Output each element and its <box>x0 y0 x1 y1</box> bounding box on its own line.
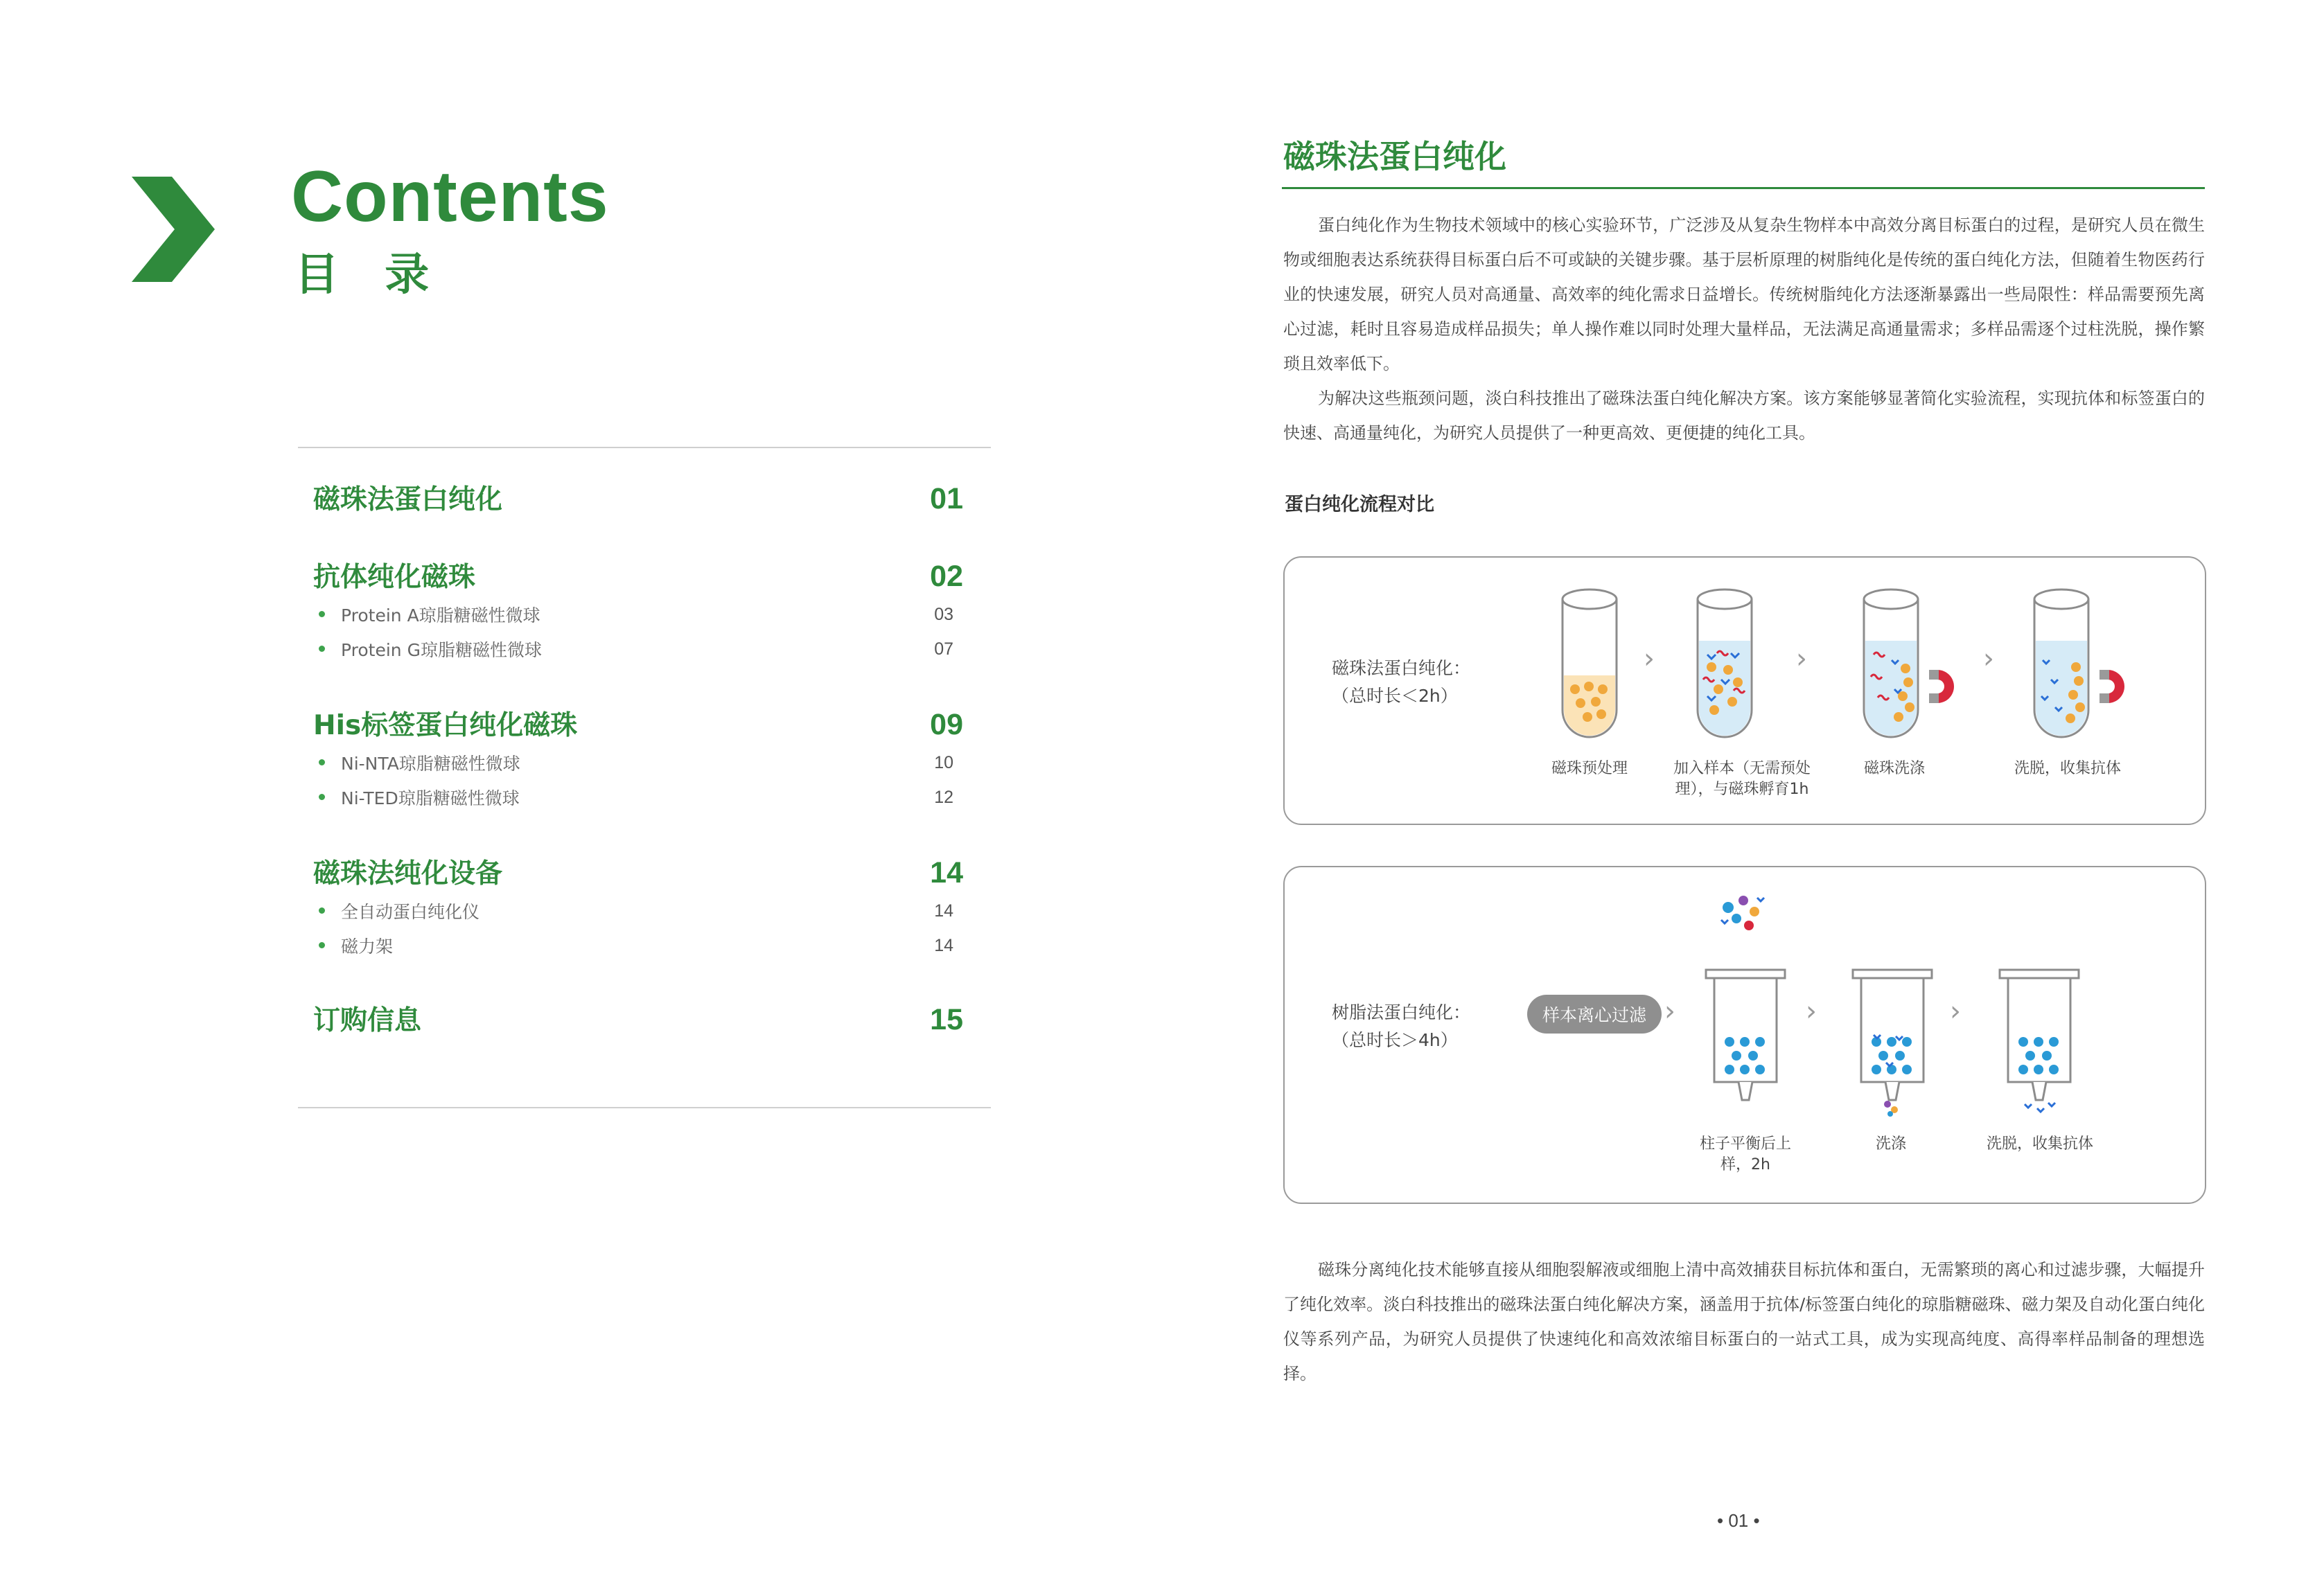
toc-item-page: 14 <box>934 935 953 955</box>
step-caption: 洗涤 <box>1875 1135 1906 1153</box>
diagram-heading: 蛋白纯化流程对比 <box>1285 494 1434 515</box>
arrow-right-icon: › <box>1796 643 1807 675</box>
toc-section[interactable] <box>313 704 963 852</box>
toc-item[interactable] <box>313 748 963 777</box>
conclusion-text <box>1283 1252 2205 1391</box>
toc-item[interactable] <box>313 896 963 925</box>
test-tube-icon <box>1693 585 1756 741</box>
toc-section[interactable] <box>313 999 963 1054</box>
step-caption: 磁珠洗涤 <box>1863 760 1925 777</box>
contents-title: Contents <box>291 157 609 237</box>
toc-bottom-rule <box>298 1107 991 1108</box>
step-caption: 洗脱，收集抗体 <box>2014 760 2121 777</box>
toc-item-page: 10 <box>934 752 953 772</box>
resin-workflow-box <box>1283 866 2206 1204</box>
toc-section[interactable] <box>313 852 963 999</box>
arrow-right-icon: › <box>1664 995 1675 1027</box>
toc-section[interactable] <box>313 478 963 556</box>
step-caption: 加入样本（无需预处理），与磁珠孵育1h <box>1673 760 1811 798</box>
contents-subtitle: 目 录 <box>294 249 445 301</box>
column-icon <box>1700 888 1790 1103</box>
table-of-contents <box>313 478 963 1054</box>
chevron-icon <box>132 177 215 282</box>
conclusion-paragraph: 磁珠分离纯化技术能够直接从细胞裂解液或细胞上清中高效捕获目标抗体和蛋白，无需繁琐的离心和过滤步骤，大幅提升了纯化效率。淡白科技推出的磁珠法蛋白纯化解决方案，涵盖用于抗体/标签蛋白纯化的琼脂糖磁珠、磁力架及自动化蛋白纯化仪等系列产品，为研究人员提供了快速纯化和高效浓缩目标蛋白的一站式工具，成为实现高纯度、高得率样品制备的理想选择。 <box>1283 1260 2205 1383</box>
intro-text <box>1283 208 2205 450</box>
step-caption: 洗脱，收集抗体 <box>1986 1135 2093 1153</box>
intro-paragraph: 为解决这些瓶颈问题，淡白科技推出了磁珠法蛋白纯化解决方案。该方案能够显著简化实验流程，实现抗体和标签蛋白的快速、高通量纯化，为研究人员提供了一种更高效、更便捷的纯化工具。 <box>1283 389 2205 443</box>
section-title: 磁珠法蛋白纯化 <box>1283 138 1506 175</box>
toc-section-page: 14 <box>930 856 963 889</box>
toc-section-page: 02 <box>930 560 963 593</box>
column-icon <box>1847 888 1937 1117</box>
toc-section-title: 订购信息 <box>313 1005 422 1036</box>
sample-filtration-pill: 样本离心过滤 <box>1527 995 1662 1034</box>
toc-item-label: Protein A琼脂糖磁性微球 <box>313 602 540 627</box>
test-tube-icon <box>1558 585 1621 741</box>
magnetic-workflow-box <box>1283 556 2206 825</box>
toc-section-page: 15 <box>930 1003 963 1036</box>
toc-item-page: 14 <box>934 901 953 921</box>
toc-section-title: 磁珠法蛋白纯化 <box>313 484 503 515</box>
toc-item-label: Protein G琼脂糖磁性微球 <box>313 637 542 662</box>
step-caption: 磁珠预处理 <box>1551 760 1628 777</box>
step-caption: 柱子平衡后上样，2h <box>1699 1135 1791 1173</box>
toc-item-page: 12 <box>934 787 953 807</box>
toc-section[interactable] <box>313 556 963 704</box>
toc-item[interactable] <box>313 783 963 812</box>
arrow-right-icon: › <box>1950 995 1961 1027</box>
toc-item[interactable] <box>313 600 963 629</box>
page-number: • 01 • <box>1717 1510 1760 1531</box>
test-tube-magnet-icon <box>2030 585 2162 741</box>
arrow-right-icon: › <box>1983 643 1994 675</box>
toc-section-page: 09 <box>930 708 963 741</box>
arrow-right-icon: › <box>1644 643 1655 675</box>
toc-section-title: 磁珠法纯化设备 <box>313 858 503 889</box>
toc-section-title: His标签蛋白纯化磁珠 <box>313 710 578 741</box>
test-tube-magnet-icon <box>1860 585 1991 741</box>
toc-section-title: 抗体纯化磁珠 <box>313 562 476 593</box>
resin-method-label: 树脂法蛋白纯化： （总时长＞4h） <box>1332 1002 1471 1050</box>
toc-item-label: Ni-TED琼脂糖磁性微球 <box>313 785 520 810</box>
toc-item-label: 磁力架 <box>313 933 393 958</box>
column-icon <box>1994 888 2084 1117</box>
toc-item-page: 07 <box>934 639 953 659</box>
toc-item-label: Ni-NTA琼脂糖磁性微球 <box>313 750 520 775</box>
toc-item-page: 03 <box>934 604 953 624</box>
toc-top-rule <box>298 447 991 448</box>
toc-item[interactable] <box>313 635 963 664</box>
magnetic-method-label: 磁珠法蛋白纯化： （总时长＜2h） <box>1332 658 1471 706</box>
arrow-right-icon: › <box>1806 995 1817 1027</box>
intro-paragraph: 蛋白纯化作为生物技术领域中的核心实验环节，广泛涉及从复杂生物样本中高效分离目标蛋白的过程，是研究人员在微生物或细胞表达系统获得目标蛋白后不可或缺的关键步骤。基于层析原理的树脂纯化是传统的蛋白纯化方法，但随着生物医药行业的快速发展，研究人员对高通量、高效率的纯化需求日益增长。传统树脂纯化方法逐渐暴露出一些局限性：样品需要预先离心过滤，耗时且容易造成样品损失；单人操作难以同时处理大量样品，无法满足高通量需求；多样品需逐个过柱洗脱，操作繁琐且效率低下。 <box>1283 215 2205 373</box>
toc-section-page: 01 <box>930 482 963 515</box>
toc-item[interactable] <box>313 931 963 960</box>
section-rule <box>1282 187 2205 189</box>
toc-item-label: 全自动蛋白纯化仪 <box>313 898 479 923</box>
